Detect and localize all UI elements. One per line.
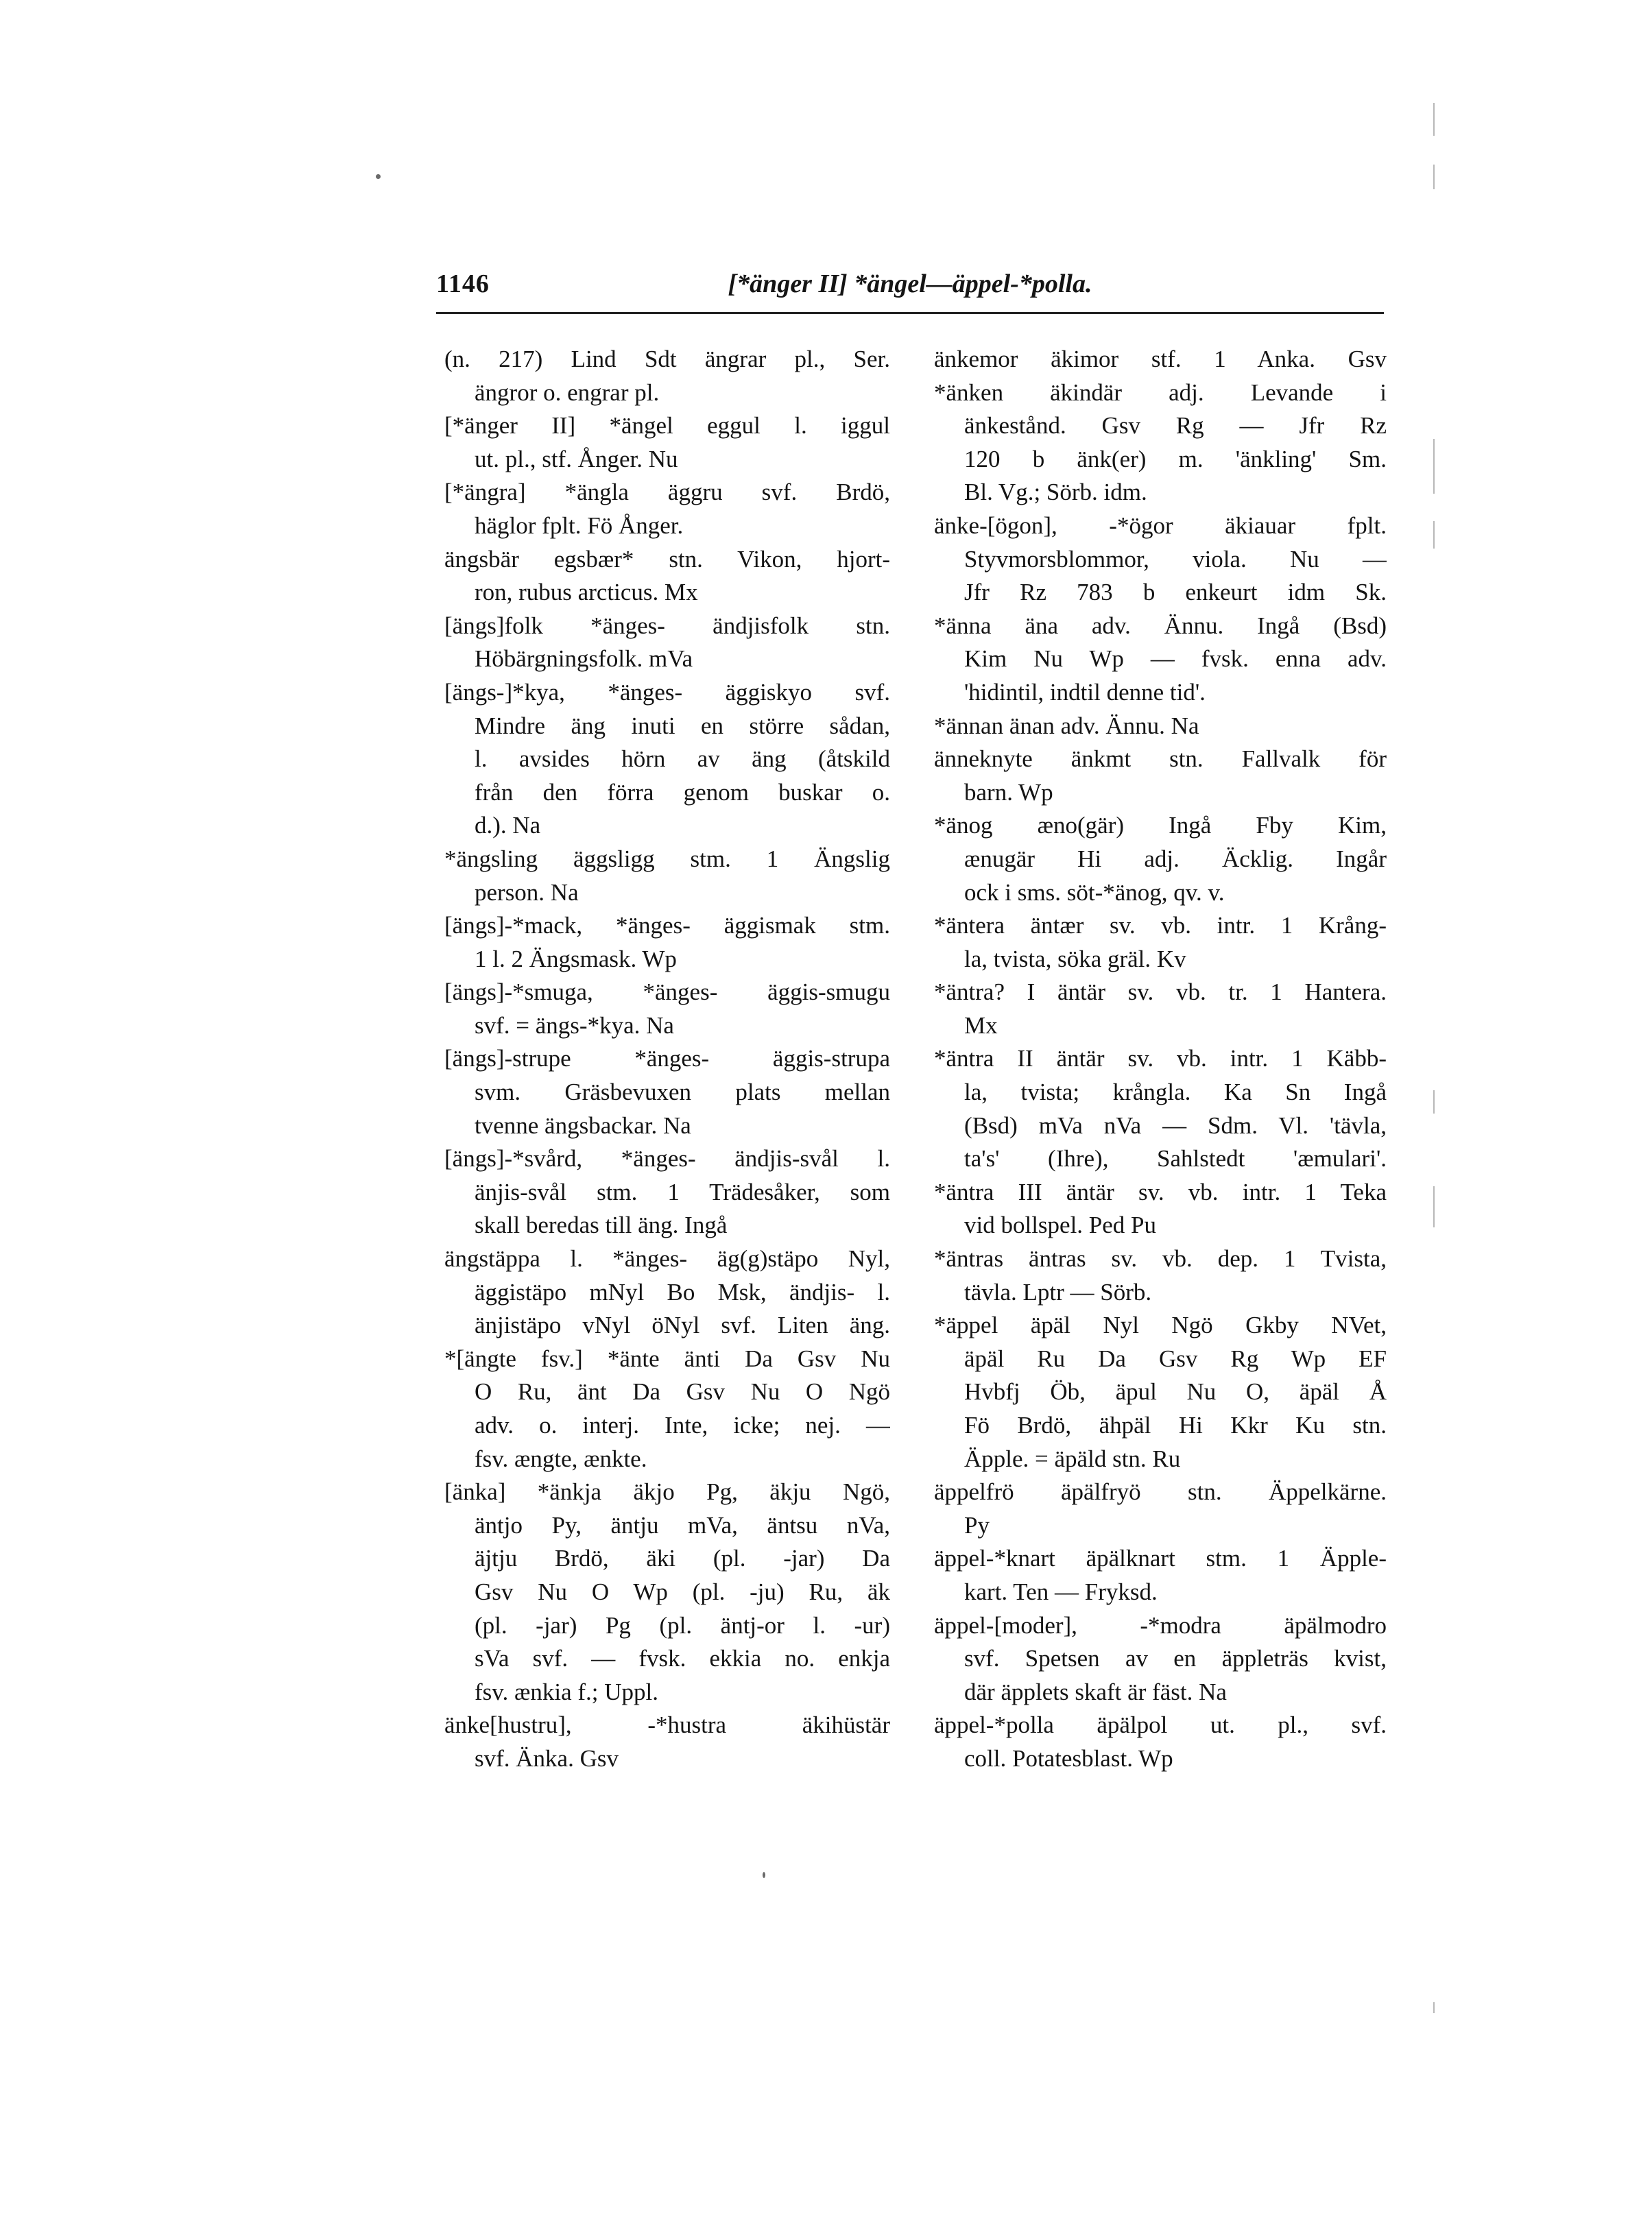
text-line: [ängs]-*mack, *änges- äggismak stm. — [444, 912, 890, 939]
text-line: ock i sms. söt-*änog, qv. v. — [964, 878, 1225, 906]
text-line: [ängs]-strupe *änges- äggis-strupa — [444, 1045, 890, 1072]
text-line: Mx — [964, 1011, 998, 1039]
text-line: *ängsling äggsligg stm. 1 Ängslig — [444, 845, 890, 872]
text-line: svf. = ängs-*kya. Na — [475, 1011, 674, 1039]
text-line: häglor fplt. Fö Ånger. — [475, 512, 684, 539]
text-line: *änna äna adv. Ännu. Ingå (Bsd) — [934, 612, 1387, 639]
text-line: sVa svf. — fvsk. ekkia no. enkja — [475, 1645, 890, 1672]
scan-speck — [376, 174, 381, 179]
text-line: *äntra III äntär sv. vb. intr. 1 Teka — [934, 1178, 1387, 1205]
text-line: *äntera äntær sv. vb. intr. 1 Krång- — [934, 912, 1387, 939]
text-line: änke-[ögon], -*ögor äkiauar fplt. — [934, 512, 1387, 539]
text-line: äppel-*knart äpälknart stm. 1 Äpple- — [934, 1545, 1387, 1572]
text-line: adv. o. interj. Inte, icke; nej. — — [475, 1412, 890, 1439]
text-line: (n. 217) Lind Sdt ängrar pl., Ser. — [444, 346, 890, 372]
text-line: skall beredas till äng. Ingå — [475, 1212, 728, 1239]
text-line: [ängs]-*svård, *änges- ändjis-svål l. — [444, 1145, 890, 1173]
text-line: (pl. -jar) Pg (pl. äntj-or l. -ur) — [475, 1611, 890, 1639]
margin-mark — [1433, 2002, 1435, 2013]
page-header — [436, 269, 1384, 310]
text-line: *äntra? I äntär sv. vb. tr. 1 Hantera. — [934, 978, 1387, 1006]
text-line: fsv. ænkia f.; Uppl. — [475, 1678, 658, 1705]
text-line: äppel-*polla äpälpol ut. pl., svf. — [934, 1711, 1387, 1739]
text-line: [ängs]-*smuga, *änges- äggis-smugu — [444, 978, 890, 1006]
text-line: barn. Wp — [964, 778, 1053, 806]
text-line: Kim Nu Wp — fvsk. enna adv. — [964, 645, 1387, 673]
text-line: Styvmorsblommor, viola. Nu — — [964, 545, 1387, 573]
text-line: äggistäpo mNyl Bo Msk, ändjis- l. — [475, 1278, 890, 1306]
text-line: änneknyte änkmt stn. Fallvalk för — [934, 745, 1387, 773]
text-line: Fö Brdö, ähpäl Hi Kkr Ku stn. — [964, 1412, 1387, 1439]
text-line: ängstäppa l. *änges- äg(g)stäpo Nyl, — [444, 1245, 890, 1273]
margin-mark — [1433, 439, 1435, 494]
text-line: tvenne ängsbackar. Na — [475, 1112, 691, 1139]
text-line: *ännan änan adv. Ännu. Na — [934, 712, 1199, 739]
text-line: l. avsides hörn av äng (åtskild — [475, 745, 890, 773]
text-line: äpäl Ru Da Gsv Rg Wp EF — [964, 1345, 1387, 1372]
text-line: änkemor äkimor stf. 1 Anka. Gsv — [934, 346, 1387, 372]
scan-speck — [763, 1872, 765, 1878]
text-line: ron, rubus arcticus. Mx — [475, 579, 698, 606]
text-line: 1 l. 2 Ängsmask. Wp — [475, 945, 677, 972]
text-line: ænugär Hi adj. Äcklig. Ingår — [964, 845, 1387, 872]
text-line: [änka] *änkja äkjo Pg, äkju Ngö, — [444, 1478, 890, 1506]
text-line: [*ängra] *ängla äggru svf. Brdö, — [444, 479, 890, 506]
margin-mark — [1433, 1186, 1435, 1227]
text-line: Bl. Vg.; Sörb. idm. — [964, 479, 1147, 506]
left-column — [444, 343, 890, 1776]
text-line: änkestånd. Gsv Rg — Jfr Rz — [964, 412, 1387, 440]
right-column — [934, 343, 1387, 1776]
margin-mark — [1433, 103, 1435, 136]
running-head: [*änger II] *ängel—äppel-*polla. — [728, 269, 1092, 298]
text-line: [*änger II] *ängel eggul l. iggul — [444, 412, 890, 440]
text-line: *äppel äpäl Nyl Ngö Gkby NVet, — [934, 1312, 1387, 1339]
text-line: äntjo Py, äntju mVa, äntsu nVa, — [475, 1511, 890, 1539]
text-line: svm. Gräsbevuxen plats mellan — [475, 1079, 890, 1106]
text-line: *änken äkindär adj. Levande i — [934, 378, 1387, 406]
text-line: la, tvista; krångla. Ka Sn Ingå — [964, 1079, 1387, 1106]
text-line: Hvbfj Öb, äpul Nu O, äpäl Å — [964, 1378, 1387, 1406]
text-line: *äntras äntras sv. vb. dep. 1 Tvista, — [934, 1245, 1387, 1273]
text-line: *änog æno(gär) Ingå Fby Kim, — [934, 812, 1387, 839]
header-rule — [436, 312, 1384, 314]
text-line: d.). Na — [475, 812, 541, 839]
text-line: från den förra genom buskar o. — [475, 778, 890, 806]
text-line: (Bsd) mVa nVa — Sdm. Vl. 'tävla, — [964, 1112, 1387, 1139]
text-line: änke[hustru], -*hustra äkihüstär — [444, 1711, 890, 1739]
text-line: person. Na — [475, 878, 579, 906]
text-line: kart. Ten — Fryksd. — [964, 1578, 1158, 1605]
text-line: [ängs-]*kya, *änges- äggiskyo svf. — [444, 678, 890, 706]
text-line: Py — [964, 1511, 990, 1539]
page-number: 1146 — [436, 269, 490, 298]
text-line: la, tvista, söka gräl. Kv — [964, 945, 1186, 972]
text-line: ta's' (Ihre), Sahlstedt 'æmulari'. — [964, 1145, 1387, 1173]
text-line: tävla. Lptr — Sörb. — [964, 1278, 1152, 1306]
text-line: [ängs]folk *änges- ändjisfolk stn. — [444, 612, 890, 639]
text-line: vid bollspel. Ped Pu — [964, 1212, 1157, 1239]
text-line: äjtju Brdö, äki (pl. -jar) Da — [475, 1545, 890, 1572]
text-line: svf. Spetsen av en äppleträs kvist, — [964, 1645, 1387, 1672]
text-line: där äpplets skaft är fäst. Na — [964, 1678, 1227, 1705]
text-line: änjistäpo vNyl öNyl svf. Liten äng. — [475, 1312, 890, 1339]
text-line: 120 b änk(er) m. 'änkling' Sm. — [964, 445, 1387, 472]
text-line: Äpple. = äpäld stn. Ru — [964, 1445, 1181, 1472]
text-line: Jfr Rz 783 b enkeurt idm Sk. — [964, 579, 1387, 606]
text-line: Mindre äng inuti en större sådan, — [475, 712, 890, 739]
text-line: äppel-[moder], -*modra äpälmodro — [934, 1611, 1387, 1639]
text-line: *[ängte fsv.] *änte änti Da Gsv Nu — [444, 1345, 890, 1372]
margin-mark — [1433, 1090, 1435, 1114]
margin-mark — [1433, 521, 1435, 549]
text-line: äppelfrö äpälfryö stn. Äppelkärne. — [934, 1478, 1387, 1506]
text-line: Gsv Nu O Wp (pl. -ju) Ru, äk — [475, 1578, 890, 1605]
text-line: ängror o. engrar pl. — [475, 378, 660, 406]
text-line: ängsbär egsbær* stn. Vikon, hjort- — [444, 545, 890, 573]
text-line: änjis-svål stm. 1 Trädesåker, som — [475, 1178, 890, 1205]
text-line: O Ru, änt Da Gsv Nu O Ngö — [475, 1378, 890, 1406]
text-line: Höbärgningsfolk. mVa — [475, 645, 693, 673]
text-line: ut. pl., stf. Ånger. Nu — [475, 445, 678, 472]
text-line: 'hidintil, indtil denne tid'. — [964, 678, 1206, 706]
margin-mark — [1433, 165, 1435, 189]
text-line: *äntra II äntär sv. vb. intr. 1 Käbb- — [934, 1045, 1387, 1072]
text-line: svf. Änka. Gsv — [475, 1744, 619, 1772]
text-line: fsv. ængte, ænkte. — [475, 1445, 647, 1472]
text-line: coll. Potatesblast. Wp — [964, 1744, 1173, 1772]
